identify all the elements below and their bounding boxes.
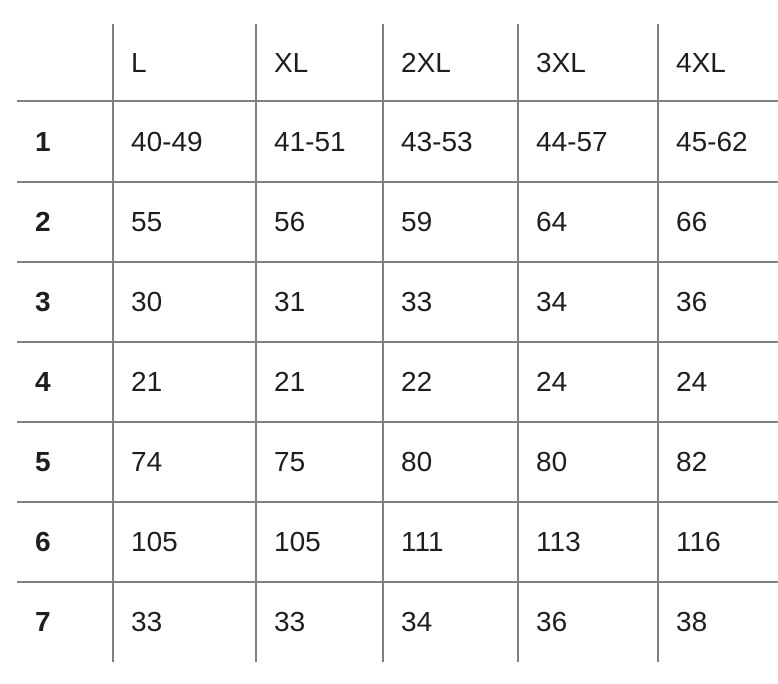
table-cell: 34 xyxy=(536,286,568,317)
table-cell: 22 xyxy=(401,366,433,397)
table-cell: 24 xyxy=(536,366,568,397)
row-header: 1 xyxy=(35,125,51,157)
corner-cell xyxy=(0,24,113,101)
table-grid xyxy=(0,24,778,662)
table-cell: 30 xyxy=(131,286,163,317)
column-header-xl: XL xyxy=(274,46,309,78)
table-cell: 33 xyxy=(401,286,433,317)
table-cell: 59 xyxy=(401,206,433,237)
table-cell: 105 xyxy=(274,526,321,557)
table-cell: 21 xyxy=(131,366,163,397)
table-cell: 45-62 xyxy=(676,125,748,157)
table-cell: 33 xyxy=(274,606,306,637)
table-cell: 66 xyxy=(676,206,708,237)
table-cell: 74 xyxy=(131,446,163,477)
row-header: 6 xyxy=(35,526,51,557)
table-cell: 113 xyxy=(536,526,581,557)
row-header: 7 xyxy=(35,606,51,637)
row-header: 4 xyxy=(35,366,51,397)
table-cell: 34 xyxy=(401,606,433,637)
column-header-l: L xyxy=(131,46,147,78)
column-header-3xl: 3XL xyxy=(536,46,586,78)
column-header-2xl: 2XL xyxy=(401,46,451,78)
table-cell: 31 xyxy=(274,286,306,317)
table-cell: 33 xyxy=(131,606,163,637)
table-cell: 75 xyxy=(274,446,306,477)
table-cell: 24 xyxy=(676,366,708,397)
table-cell: 36 xyxy=(676,286,708,317)
row-header: 5 xyxy=(35,446,51,477)
table-cell: 111 xyxy=(401,526,444,557)
table-cell: 82 xyxy=(676,446,708,477)
table-cell: 21 xyxy=(274,366,306,397)
table-cell: 55 xyxy=(131,206,163,237)
table-cell: 80 xyxy=(401,446,433,477)
table-cell: 41-51 xyxy=(274,125,346,157)
table-cell: 36 xyxy=(536,606,568,637)
table-cell: 56 xyxy=(274,206,306,237)
table-cell: 38 xyxy=(676,606,708,637)
table-cell: 40-49 xyxy=(131,125,203,157)
table-cell: 105 xyxy=(131,526,178,557)
row-header: 2 xyxy=(35,206,51,237)
table-cell: 116 xyxy=(676,526,721,557)
table-cell: 43-53 xyxy=(401,125,473,157)
table-cell: 44-57 xyxy=(536,125,608,157)
column-header-4xl: 4XL xyxy=(676,46,726,78)
row-header: 3 xyxy=(35,286,51,317)
table-cell: 80 xyxy=(536,446,568,477)
table-cell: 64 xyxy=(536,206,568,237)
